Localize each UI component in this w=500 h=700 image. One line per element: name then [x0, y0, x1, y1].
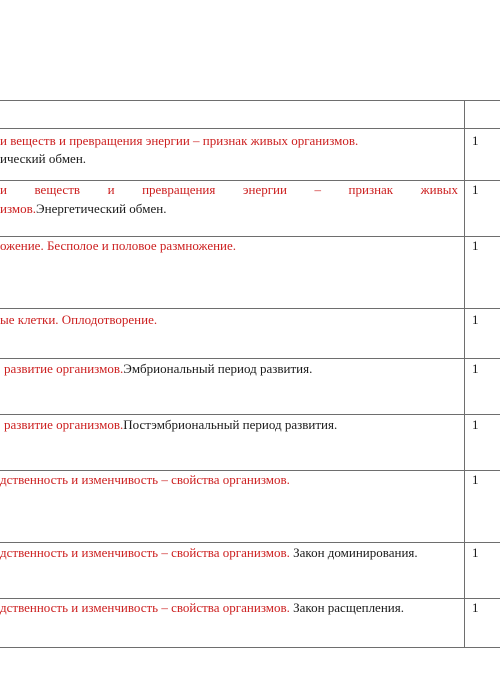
row-divider	[0, 128, 500, 129]
topic-black-part: Эмбриональный период развития.	[123, 361, 313, 376]
lesson-topic: ые клетки. Оплодотворение.	[0, 312, 158, 327]
row-divider	[0, 308, 500, 309]
topic-word: превращения	[142, 182, 216, 197]
hours-value: 1	[472, 600, 479, 615]
hours-value: 1	[472, 545, 479, 560]
row-divider	[0, 542, 500, 543]
topic-red-part: измов.	[0, 201, 37, 216]
topic-black-part: Энергетический обмен.	[36, 201, 167, 216]
table-top-border	[0, 100, 500, 101]
lesson-topic-continuation: ический обмен.	[0, 151, 87, 166]
topic-black-part: Закон расщепления.	[289, 600, 404, 615]
lesson-topic: дственность и изменчивость – свойства организмов.	[0, 472, 290, 487]
lesson-topic	[4, 416, 337, 434]
topic-black-part: Закон доминирования.	[289, 545, 418, 560]
topic-word: энергии	[242, 182, 287, 197]
hours-value: 1	[472, 361, 479, 376]
column-divider	[464, 100, 465, 648]
lesson-topic	[0, 544, 418, 562]
topic-word: и	[107, 182, 115, 197]
lesson-table	[0, 100, 500, 648]
topic-word: живых	[420, 182, 458, 197]
lesson-topic-continuation	[0, 200, 166, 218]
row-divider	[0, 358, 500, 359]
lesson-topic: ожение. Бесполое и половое размножение.	[0, 238, 237, 253]
topic-word: и	[0, 182, 7, 197]
lesson-topic	[0, 599, 404, 617]
topic-word: признак	[348, 182, 394, 197]
topic-word: веществ	[34, 182, 81, 197]
hours-value: 1	[472, 182, 479, 197]
table-bottom-border	[0, 647, 500, 648]
topic-red-part: дственность и изменчивость – свойства организмов.	[0, 545, 290, 560]
lesson-topic: и веществ и превращения энергии – признак живых организмов.	[0, 133, 359, 148]
hours-value: 1	[472, 312, 479, 327]
hours-value: 1	[472, 133, 479, 148]
topic-red-part: развитие организмов.	[4, 417, 124, 432]
row-divider	[0, 414, 500, 415]
hours-value: 1	[472, 238, 479, 253]
hours-value: 1	[472, 472, 479, 487]
lesson-topic	[4, 360, 312, 378]
topic-black-part: Постэмбриональный период развития.	[123, 417, 338, 432]
topic-red-part: дственность и изменчивость – свойства организмов.	[0, 600, 290, 615]
hours-value: 1	[472, 417, 479, 432]
lesson-topic	[0, 181, 458, 199]
topic-red-part: развитие организмов.	[4, 361, 124, 376]
topic-word: –	[314, 182, 321, 197]
